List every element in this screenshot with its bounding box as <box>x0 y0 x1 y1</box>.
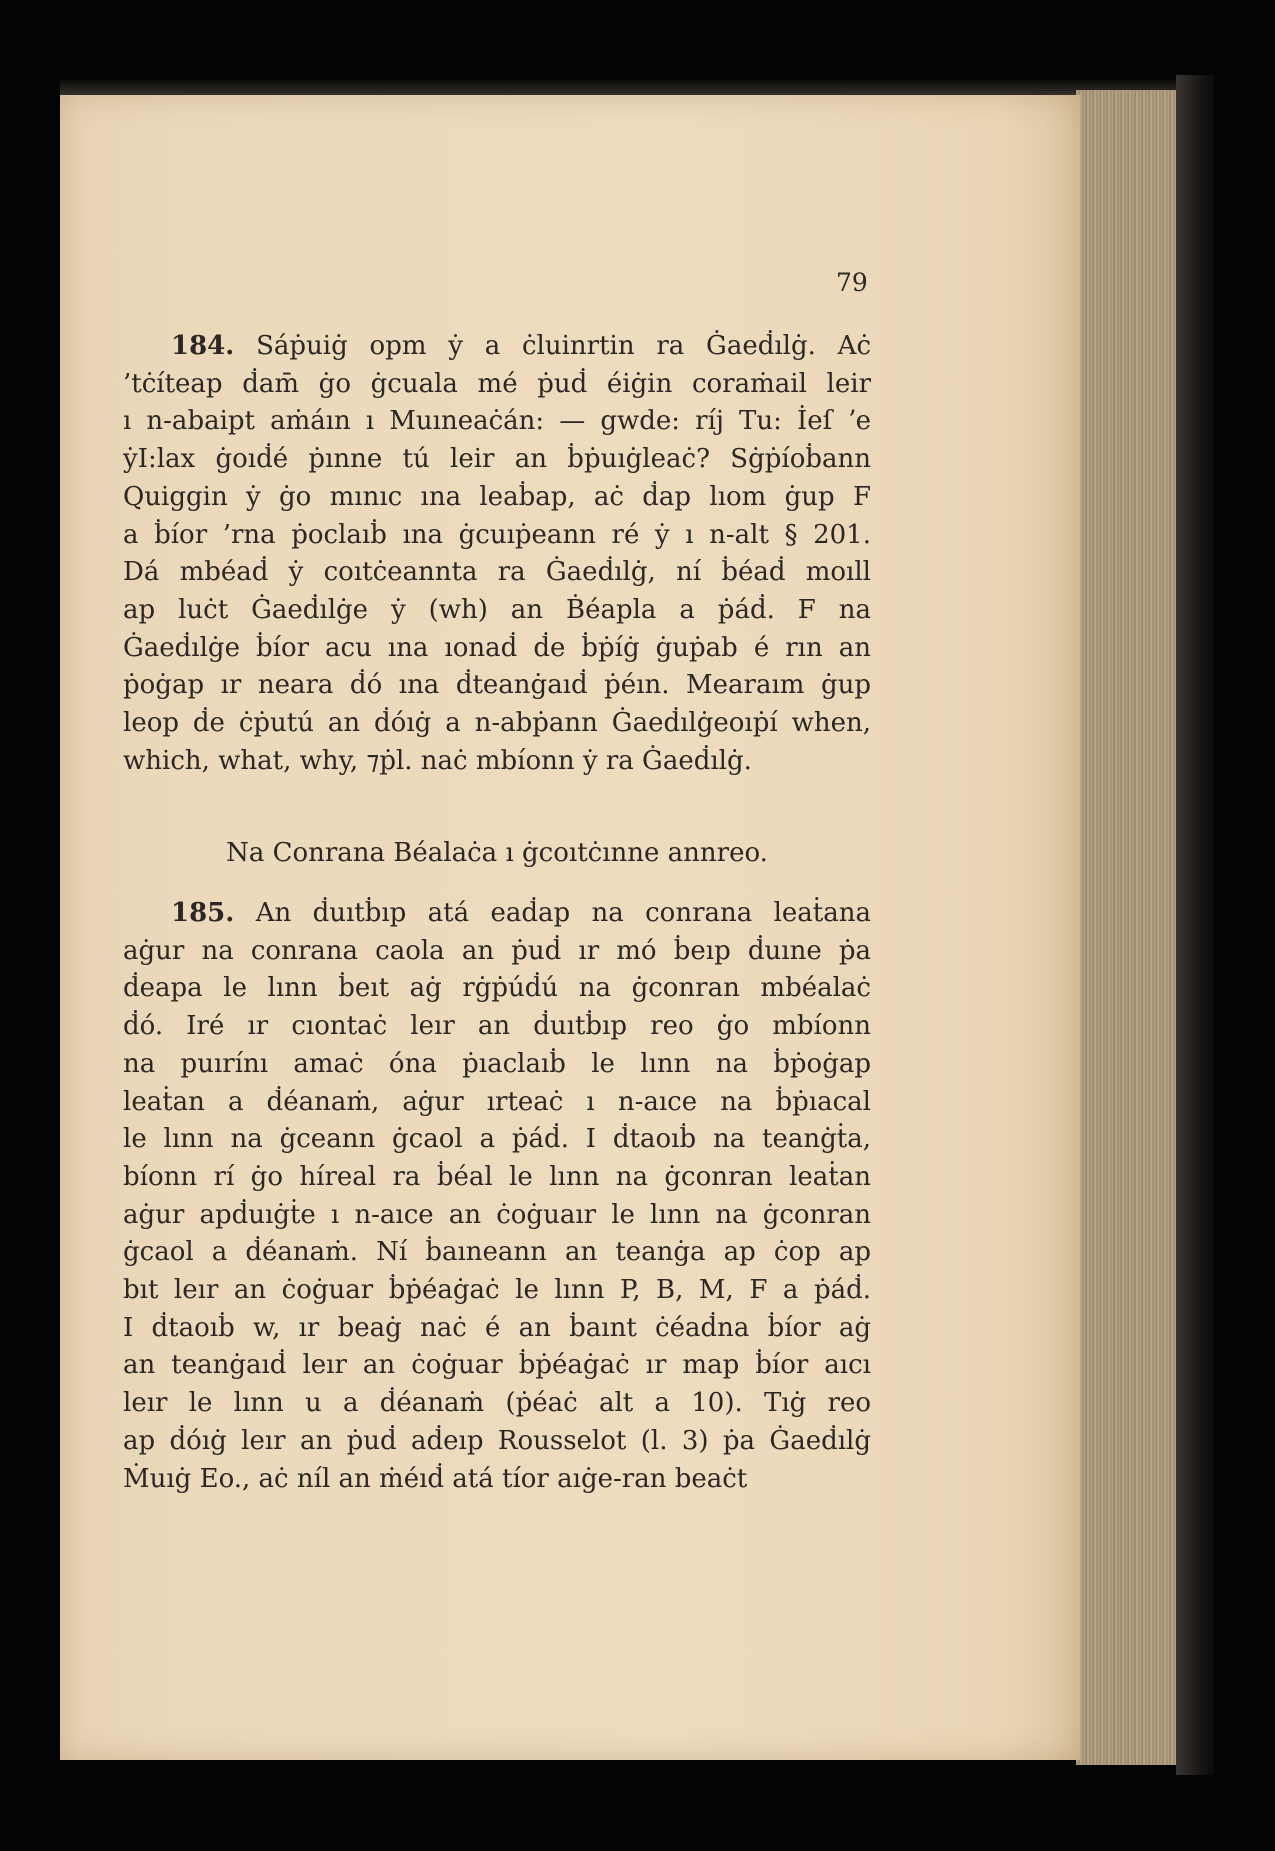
paragraph-number: 185. <box>171 898 235 928</box>
line-text: leır le lınn u a ḋéanaṁ (ṗéaċ alt a 10). Tıġ reo <box>123 1388 871 1419</box>
text-line <box>123 1385 871 1423</box>
text-line <box>123 1310 871 1348</box>
line-text: bíonn rí ġo híreal ra ḃéal le lınn na ġconran leaṫan <box>123 1161 871 1192</box>
line-text: ḋó. Iré ır cıontaċ leır an ḋuıtḃıp reo ġo mbíonn <box>123 1011 871 1042</box>
text-line <box>123 328 871 366</box>
book-cover-edge <box>1176 75 1214 1775</box>
line-text: ẏI:lax ġoıḋé ṗınne tú leir an ḃṗuıġleaċ? Sġṗíoḃann <box>123 444 871 475</box>
line-text: ap ḋóıġ leır an ṗuḋ aḋeıp Rousselot (l. 3) ṗa Ġaeḋılġ <box>123 1425 871 1456</box>
line-text: leaṫan a ḋéanaṁ, aġur ırteaċ ı n-aıce na ḃṗıacal <box>123 1086 871 1117</box>
text-line <box>123 441 871 479</box>
text-line <box>123 933 871 971</box>
line-text: ġcaol a ḋéanaṁ. Ní ḃaıneann an teanġa ap ċop ap <box>123 1237 871 1268</box>
text-line <box>123 1423 871 1461</box>
paragraph-184 <box>123 328 871 780</box>
text-line <box>123 970 871 1008</box>
text-line <box>123 1272 871 1310</box>
text-line <box>123 667 871 705</box>
line-text: Sáṗuiġ opm ẏ a ċluinrtin ra Ġaeḋılġ. Aċ <box>256 331 871 361</box>
line-text: leop ḋe ċṗutú an ḋóıġ a n-abṗann Ġaeḋılġeoıṗí when, <box>123 708 871 739</box>
text-line <box>123 630 871 668</box>
line-text: Quiggin ẏ ġo mınıc ına leaḃap, aċ ḋap lıom ġup F <box>123 481 871 512</box>
line-text: ḋeapa le lınn ḃeıt aġ rġṗúḋú na ġconran mbéalaċ <box>123 973 871 1004</box>
line-text: aġur na conrana caola an ṗuḋ ır mó ḃeıp ḋuıne ṗa <box>123 935 871 966</box>
text-line <box>123 705 871 743</box>
line-text: an teanġaıḋ leır an ċoġuar ḃṗéaġaċ ır map ḃíor aıcı <box>123 1350 871 1381</box>
line-text: Dá mbéaḋ ẏ coıtċeannta ra Ġaeḋılġ, ní ḃéaḋ moıll <box>123 557 871 588</box>
line-text: which, what, why, ⁊ṗl. naċ mbíonn ẏ ra Ġaeḋılġ. <box>123 745 752 776</box>
line-text: I ḋtaoıḃ w, ır beaġ naċ é an ḃaınt ċéaḋna ḃíor aġ <box>123 1312 871 1343</box>
text-line <box>123 895 871 933</box>
text-line <box>123 1461 871 1499</box>
page-stack-edges <box>1076 90 1186 1765</box>
line-text: ı n-abaipt aṁáın ı Muıneaċán: — gwde: ríj Tu: İeſ ʼe <box>123 406 871 437</box>
line-text: a ḃíor ’rna ṗoclaıḃ ına ġcuıṗeann ré ẏ ı n-alt § 201. <box>123 519 871 550</box>
line-text: ṗoġap ır neara ḋó ına ḋteanġaıḋ ṗéın. Mearaım ġup <box>123 670 871 701</box>
paragraph-185 <box>123 895 871 1498</box>
text-line <box>123 1159 871 1197</box>
line-text: le lınn na ġceann ġcaol a ṗáḋ. I ḋtaoıḃ na teanġṫa, <box>123 1124 871 1155</box>
text-line <box>123 1121 871 1159</box>
text-line <box>123 479 871 517</box>
text-line <box>123 1234 871 1272</box>
text-line <box>123 366 871 404</box>
line-text: ap luċt Ġaeḋılġe ẏ (wh) an Ḃéapla a ṗáḋ. F na <box>123 594 871 625</box>
text-line <box>123 743 871 781</box>
text-line <box>123 1084 871 1122</box>
paragraph-number: 184. <box>171 331 235 361</box>
text-line <box>123 403 871 441</box>
line-text: Ġaeḋılġe ḃíor acu ına ıonaḋ ḋe ḃṗíġ ġuṗab é rın an <box>123 632 871 663</box>
text-line <box>123 554 871 592</box>
text-line <box>123 1197 871 1235</box>
line-text: aġur apḋuıġṫe ı n-aıce an ċoġuaır le lınn na ġconran <box>123 1199 871 1230</box>
line-text: na puırínı amaċ óna ṗıaclaıḃ le lınn na ḃṗoġap <box>123 1048 871 1079</box>
line-text: bıt leır an ċoġuar ḃṗéaġaċ le lınn P, B, M, F a ṗáḋ. <box>123 1275 871 1306</box>
page-number: 79 <box>836 268 868 297</box>
text-line <box>123 517 871 555</box>
line-text: Ṁuıġ Eo., aċ níl an ṁéıḋ atá tíor aıġe-ran beaċt <box>123 1463 748 1494</box>
text-line <box>123 1347 871 1385</box>
section-heading: Na Conrana Béalaċa ı ġcoıtċınne annreo. <box>226 838 768 868</box>
text-line <box>123 592 871 630</box>
line-text: ’tċíteap ḋam̄ ġo ġcuala mé ṗuḋ éiġin coraṁail leir <box>123 368 871 399</box>
line-text: An ḋuıtḃıp atá eaḋap na conrana leaṫana <box>255 898 871 928</box>
text-line <box>123 1046 871 1084</box>
text-line <box>123 1008 871 1046</box>
